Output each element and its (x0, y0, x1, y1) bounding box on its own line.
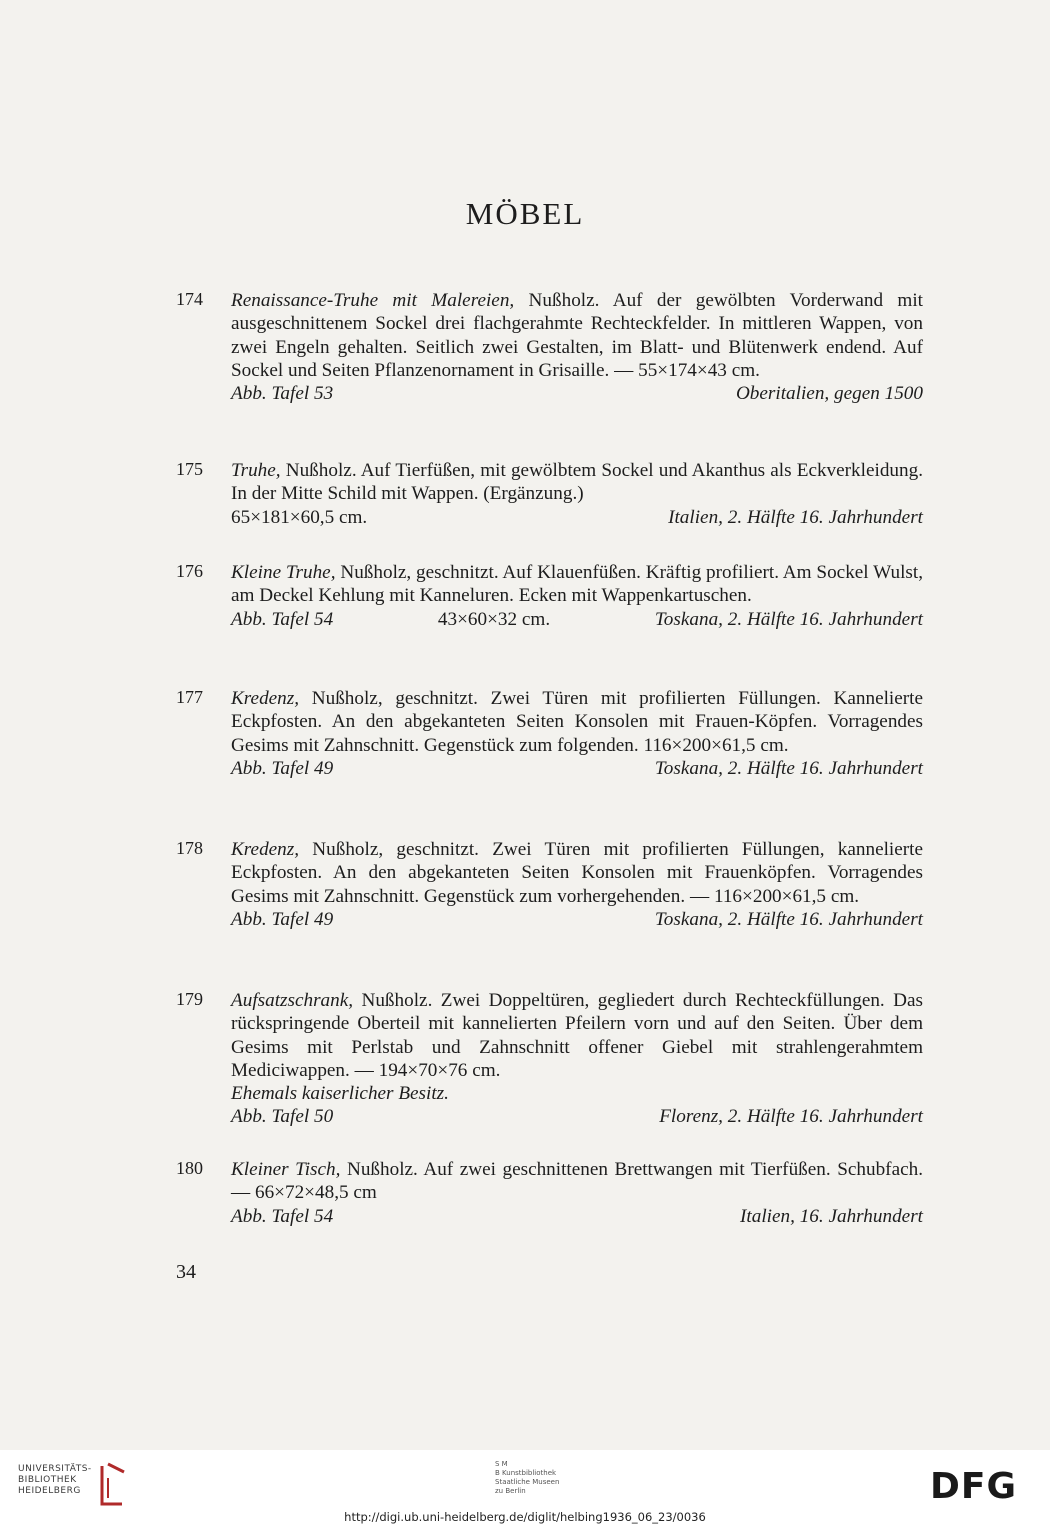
entry-description (231, 989, 923, 1082)
entry-measure: 43×60×32 cm. (437, 608, 551, 630)
entry-measure: 65×181×60,5 cm. (231, 506, 368, 528)
entry-plate: Abb. Tafel 50 (231, 1106, 334, 1128)
entry-meta-row (231, 757, 923, 780)
smb-line: zu Berlin (495, 1487, 526, 1495)
entry-provenance: Ehemals kaiserlicher Besitz. (231, 1083, 449, 1105)
entry-meta-row (231, 608, 923, 631)
entry-origin: Florenz, 2. Hälfte 16. Jahrhundert (659, 1106, 923, 1128)
smb-line: Staatliche Museen (495, 1478, 560, 1486)
entry-origin: Toskana, 2. Hälfte 16. Jahrhundert (654, 757, 923, 779)
entry-name: Kredenz, (231, 688, 300, 709)
entry-description (231, 289, 923, 382)
entry-name: Truhe, (231, 460, 281, 481)
entry-plate: Abb. Tafel 54 (231, 608, 334, 630)
entry-plate: Abb. Tafel 54 (231, 1205, 334, 1227)
entry-description (231, 561, 923, 608)
entry-text: Nußholz. Auf zwei geschnittenen Brettwangen mit Tierfüßen. Schubfach. — 66×72×48,5 cm (231, 1159, 923, 1204)
entry-text: Nußholz, geschnitzt. Zwei Türen mit profilierten Füllungen. Kannelierte Eckpfosten. An den abgekanteten Seiten Konsolen mit Frauen-Köpfen. Vorragendes Gesims mit Zahnschnitt. Gegenstück zum folgenden. 116×200×61,5 cm. (231, 688, 923, 756)
entry-body (231, 989, 923, 1129)
entry-origin: Toskana, 2. Hälfte 16. Jahrhundert (654, 608, 923, 630)
entry-text: Nußholz, geschnitzt. Auf Klauenfüßen. Kräftig profiliert. Am Sockel Wulst, am Deckel Kehlung mit Kanneluren. Ecken mit Wappenkartuschen. (231, 562, 923, 607)
entry-plate: Abb. Tafel 49 (231, 757, 334, 779)
entry-body (231, 1158, 923, 1228)
library-name-line: HEIDELBERG (18, 1486, 81, 1496)
entry-description (231, 687, 923, 757)
entry-meta-row (231, 382, 923, 405)
entry-description (231, 1158, 923, 1205)
entry-plate: Abb. Tafel 49 (231, 908, 334, 930)
entry-origin: Toskana, 2. Hälfte 16. Jahrhundert (654, 908, 923, 930)
entry-text: Nußholz, geschnitzt. Zwei Türen mit profilierten Füllungen, kannelierte Eckpfosten. An den abgekanteten Seiten Konsolen mit Frauenköpfen. Vorragendes Gesims mit Zahnschnitt. Gegenstück zum vorhergehenden. — 116×200×61,5 cm. (231, 839, 923, 907)
entry-origin: Oberitalien, gegen 1500 (735, 383, 923, 405)
entry-number: 176 (176, 561, 203, 581)
entry-meta-row (231, 506, 923, 529)
library-name-line: BIBLIOTHEK (18, 1475, 77, 1485)
entry-body (231, 687, 923, 780)
smb-logo-text (495, 1460, 559, 1496)
entry-number: 178 (176, 838, 203, 858)
page-number: 34 (176, 1261, 196, 1283)
entry-name: Kredenz, (231, 839, 300, 860)
entry-name: Kleiner Tisch, (231, 1159, 341, 1180)
entry-description (231, 838, 923, 908)
entry-number: 180 (176, 1158, 203, 1178)
entry-name: Kleine Truhe, (231, 562, 336, 583)
library-logo-icon (98, 1462, 126, 1508)
digitization-footer (0, 1450, 1050, 1527)
entry-text: Nußholz. Zwei Doppeltüren, gegliedert durch Rechteckfüllungen. Das rückspringende Oberteil mit kannelierten Pfeilern vorn und auf den Seiten. Über dem Gesims mit Perlstab und Zahnschnitt offener Giebel mit strahlengerahmtem Mediciwappen. — 194×70×76 cm. (231, 990, 923, 1081)
entry-body (231, 838, 923, 931)
library-name-line: UNIVERSITÄTS- (18, 1464, 92, 1474)
entry-origin: Italien, 2. Hälfte 16. Jahrhundert (668, 506, 923, 528)
dfg-logo: DFG (930, 1466, 1018, 1507)
entry-meta-row (231, 1105, 923, 1128)
entry-number: 177 (176, 687, 203, 707)
entry-plate: Abb. Tafel 53 (231, 383, 334, 405)
entry-name: Aufsatzschrank, (231, 990, 354, 1011)
page-title: MÖBEL (465, 196, 585, 231)
entry-description (231, 459, 923, 506)
smb-line: S M (495, 1460, 508, 1468)
entry-meta-row (231, 908, 923, 931)
entry-meta-row (231, 1205, 923, 1228)
entry-name: Renaissance-Truhe mit Malereien, (231, 290, 515, 311)
smb-line: B Kunstbibliothek (495, 1469, 557, 1477)
source-url-link[interactable]: http://digi.ub.uni-heidelberg.de/diglit/helbing1936_06_23/0036 (344, 1510, 706, 1524)
entry-body (231, 289, 923, 405)
entry-number: 179 (176, 989, 203, 1009)
entry-origin: Italien, 16. Jahrhundert (740, 1205, 923, 1227)
entry-text: Nußholz. Auf der gewölbten Vorderwand mit ausgeschnittenem Sockel drei flachgerahmte Rechteckfelder. In mittleren Wappen, von zwei Engeln gehalten. Seitlich zwei Gestalten, im Blatt- und Blütenwerk endend. Auf Sockel und Seiten Pflanzenornament in Grisaille. — 55×174×43 cm. (231, 290, 923, 381)
entry-text: Nußholz. Auf Tierfüßen, mit gewölbtem Sockel und Akanthus als Eckverkleidung. In der Mitte Schild mit Wappen. (Ergänzung.) (231, 460, 923, 505)
entry-number: 174 (176, 289, 203, 309)
entry-body (231, 459, 923, 529)
entry-number: 175 (176, 459, 203, 479)
library-logo-text (18, 1464, 92, 1497)
entry-body (231, 561, 923, 631)
